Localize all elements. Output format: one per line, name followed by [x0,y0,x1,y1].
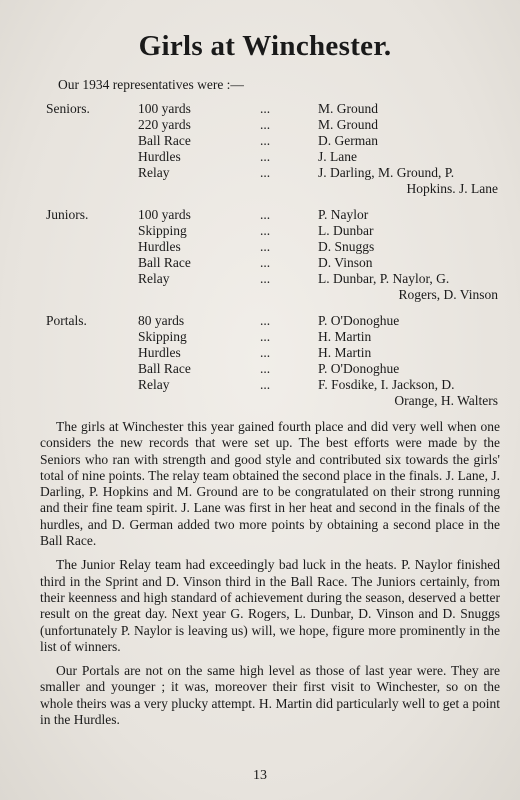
names-line: D. Vinson [318,255,373,270]
event-name: Hurdles [138,239,181,254]
leader-dots: ... [260,361,271,376]
event-row [40,313,500,329]
event-row [40,239,500,255]
category-label [40,255,138,271]
representative-names [318,255,500,271]
event-row [40,117,500,133]
report-body [40,419,500,728]
event-row [40,133,500,149]
leader-dots: ... [260,149,271,164]
representative-names [318,271,500,303]
category-label [40,165,138,197]
group-spacer [40,303,500,313]
names-line: D. Snuggs [318,239,375,254]
representative-names [318,223,500,239]
category-label [40,345,138,361]
category-label: Seniors. [46,101,90,116]
event-row [40,271,500,303]
event-name: 100 yards [138,207,191,222]
names-continuation: Hopkins. J. Lane [406,181,498,196]
event-name: 100 yards [138,101,191,116]
event-name: Relay [138,271,170,286]
event-name: 220 yards [138,117,191,132]
leader-dots: ... [260,255,271,270]
names-line: D. German [318,133,378,148]
names-line: H. Martin [318,329,372,344]
event-name: Relay [138,377,170,392]
names-continuation: Rogers, D. Vinson [398,287,498,302]
event-name: Relay [138,165,170,180]
category-label [40,133,138,149]
page-title: Girls at Winchester. [138,30,392,62]
leader-dots: ... [260,101,271,116]
event-row [40,361,500,377]
representative-names [318,239,500,255]
category-label [40,149,138,165]
event-name: 80 yards [138,313,185,328]
representative-names [318,361,500,377]
event-name: Ball Race [138,133,191,148]
representatives-table [40,101,500,409]
leader-dots: ... [260,117,271,132]
event-row [40,329,500,345]
event-name: Skipping [138,223,187,238]
leader-dots: ... [260,377,271,392]
group-spacer [40,197,500,207]
names-line: P. O'Donoghue [318,313,400,328]
names-line: L. Dunbar, P. Naylor, G. [318,271,450,286]
event-row [40,377,500,409]
category-label [40,239,138,255]
event-row [40,223,500,239]
event-row [40,165,500,197]
category-label: Juniors. [46,207,89,222]
representative-names [318,117,500,133]
names-line: P. Naylor [318,207,369,222]
names-line: H. Martin [318,345,372,360]
representative-names [318,329,500,345]
category-label [40,377,138,409]
leader-dots: ... [260,133,271,148]
representative-names [318,165,500,197]
leader-dots: ... [260,165,271,180]
representative-names [318,101,500,117]
representative-names [318,207,500,223]
names-line: J. Lane [318,149,357,164]
leader-dots: ... [260,329,271,344]
paragraph: Our Portals are not on the same high level as those of last year were. They are smaller and younger ; it was, moreover their first visit to Winchester, so on the whole theirs was a very plucky attempt. H. Martin did particularly well to get a point in the Hurdles. [40,663,500,728]
representative-names [318,149,500,165]
names-line: M. Ground [318,117,378,132]
names-line: F. Fosdike, I. Jackson, D. [318,377,455,392]
category-label [40,117,138,133]
leader-dots: ... [260,207,271,222]
category-label: Portals. [46,313,87,328]
names-line: L. Dunbar [318,223,374,238]
representative-names [318,313,500,329]
intro-line: Our 1934 representatives were :— [58,77,244,92]
leader-dots: ... [260,223,271,238]
event-name: Ball Race [138,361,191,376]
event-row [40,207,500,223]
names-line: M. Ground [318,101,378,116]
leader-dots: ... [260,345,271,360]
event-row [40,149,500,165]
event-name: Ball Race [138,255,191,270]
event-name: Skipping [138,329,187,344]
category-label [40,271,138,303]
paragraph: The Junior Relay team had exceedingly bad luck in the heats. P. Naylor finished third in the Sprint and D. Vinson third in the Ball Race. The Juniors certainly, from their keenness and high standard of achievement during the season, deserved a better result on the great day. Next year G. Rogers, L. Dunbar, D. Vinson and D. Snuggs (unfortunately P. Naylor is leaving us) will, we hope, figure more prominently in the list of winners. [40,557,500,654]
names-line: J. Darling, M. Ground, P. [318,165,455,180]
page-number: 13 [253,768,267,783]
paragraph: The girls at Winchester this year gained fourth place and did very well when one considers the new records that were set up. The best efforts were made by the Seniors who ran with strength and good style and contributed six towards the girls' total of nine points. The relay team obtained the second place in the finals. J. Lane, J. Darling, P. Hopkins and M. Ground are to be congratulated on their strong running and their fine team spirit. J. Lane was first in her heat and second in the finals of the hurdles, and D. German added two more points by obtaining a second place in the Ball Race. [40,419,500,549]
category-label [40,223,138,239]
representative-names [318,133,500,149]
event-name: Hurdles [138,345,181,360]
leader-dots: ... [260,313,271,328]
names-line: P. O'Donoghue [318,361,400,376]
event-name: Hurdles [138,149,181,164]
event-row [40,255,500,271]
event-row [40,345,500,361]
category-label [40,329,138,345]
representative-names [318,377,500,409]
names-continuation: Orange, H. Walters [394,393,498,408]
category-label [40,361,138,377]
event-row [40,101,500,117]
representative-names [318,345,500,361]
leader-dots: ... [260,239,271,254]
leader-dots: ... [260,271,271,286]
